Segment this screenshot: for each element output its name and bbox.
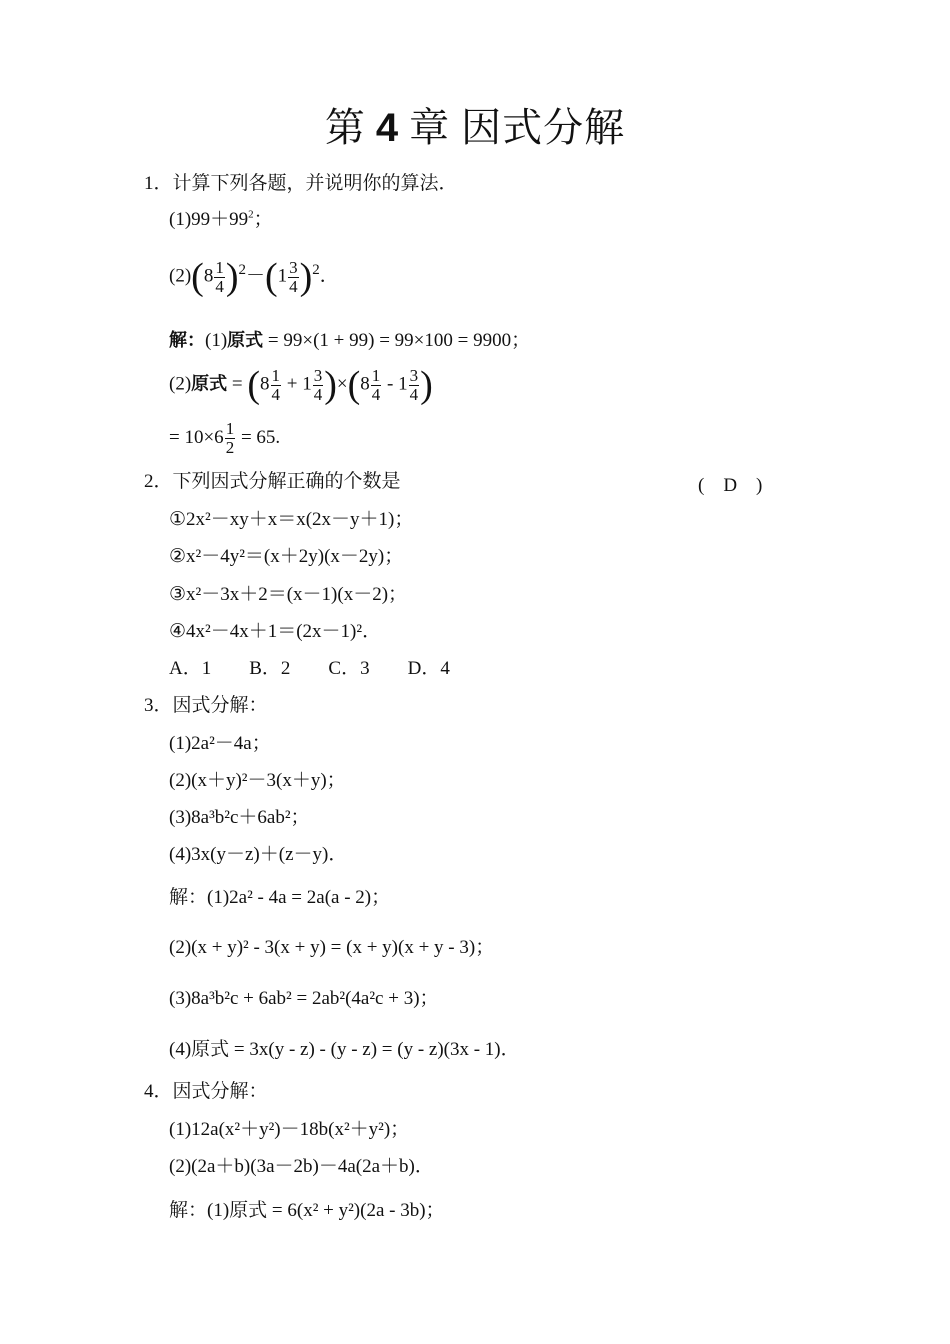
question-4-item-2: (2)(2a＋b)(3a－2b)－4a(2a＋b)． (169, 1156, 434, 1177)
question-3-solution-1: 解：(1)2a² - 4a = 2a(a - 2)； (169, 887, 391, 908)
question-3-item-1: (1)2a²－4a； (169, 733, 271, 754)
question-3-item-3: (3)8a³b²c＋6ab²； (169, 807, 310, 828)
question-2-answer: ( D ) (698, 475, 763, 496)
choice-d: D．4 (407, 658, 450, 679)
question-2-item-4: ④4x²－4x＋1＝(2x－1)²． (169, 621, 382, 642)
question-3-stem: 3．因式分解： (144, 695, 268, 716)
question-2-choices (169, 657, 488, 681)
question-1-part-1: $(1)99+99^2$； (169, 208, 273, 230)
choice-b: B．2 (249, 658, 291, 679)
question-1-solution-3: = 10×6 $\frac{1}{2}$ = 65. (169, 419, 281, 457)
question-3-solution-4: (4)原式 = 3x(y - z) - (y - z) = (y - z)(3x - 1)． (169, 1039, 520, 1060)
question-4-stem: 4．因式分解： (144, 1081, 268, 1102)
question-1-solution-2: (2)原式 = (8 $\frac{1}{4}$ + 1 $\frac{3}{4}$ )×(8 $\frac{1}{4}$ - 1 $\frac{3}{4}$ ) (169, 364, 433, 406)
choice-c: C．3 (328, 658, 370, 679)
question-3-item-2: (2)(x＋y)²－3(x＋y)； (169, 770, 346, 791)
question-1-part-2: (2)(8 $\frac{1}{4}$ )$^2$－(1 $\frac{3}{4}$ )$^2$． (169, 256, 339, 298)
question-4-item-1: (1)12a(x²＋y²)－18b(x²＋y²)； (169, 1119, 410, 1140)
question-2-item-3: ③x²－3x＋2＝(x－1)(x－2)； (169, 584, 408, 605)
question-3-solution-3: (3)8a³b²c + 6ab² = 2ab²(4a²c + 3)； (169, 988, 439, 1009)
question-3-solution-2: (2)(x + y)² - 3(x + y) = (x + y)(x + y - 3)； (169, 937, 495, 958)
question-2-item-2: ②x²－4y²＝(x＋2y)(x－2y)； (169, 546, 404, 567)
question-3-item-4: (4)3x(y－z)＋(z－y)． (169, 844, 348, 865)
question-2-stem: 2．下列因式分解正确的个数是 (144, 471, 401, 492)
choice-a: A．1 (169, 658, 212, 679)
question-4-solution-1: 解：(1)原式 = 6(x² + y²)(2a - 3b)； (169, 1200, 445, 1221)
question-1-solution-1: 解：(1)原式 = 99×(1 + 99) = 99×100 = 9900； (169, 330, 531, 351)
question-1-stem: 1．计算下列各题，并说明你的算法． (144, 173, 458, 194)
chapter-title: 第 4 章 因式分解 (324, 105, 626, 150)
question-2-item-1: ①2x²－xy＋x＝x(2x－y＋1)； (169, 509, 414, 530)
